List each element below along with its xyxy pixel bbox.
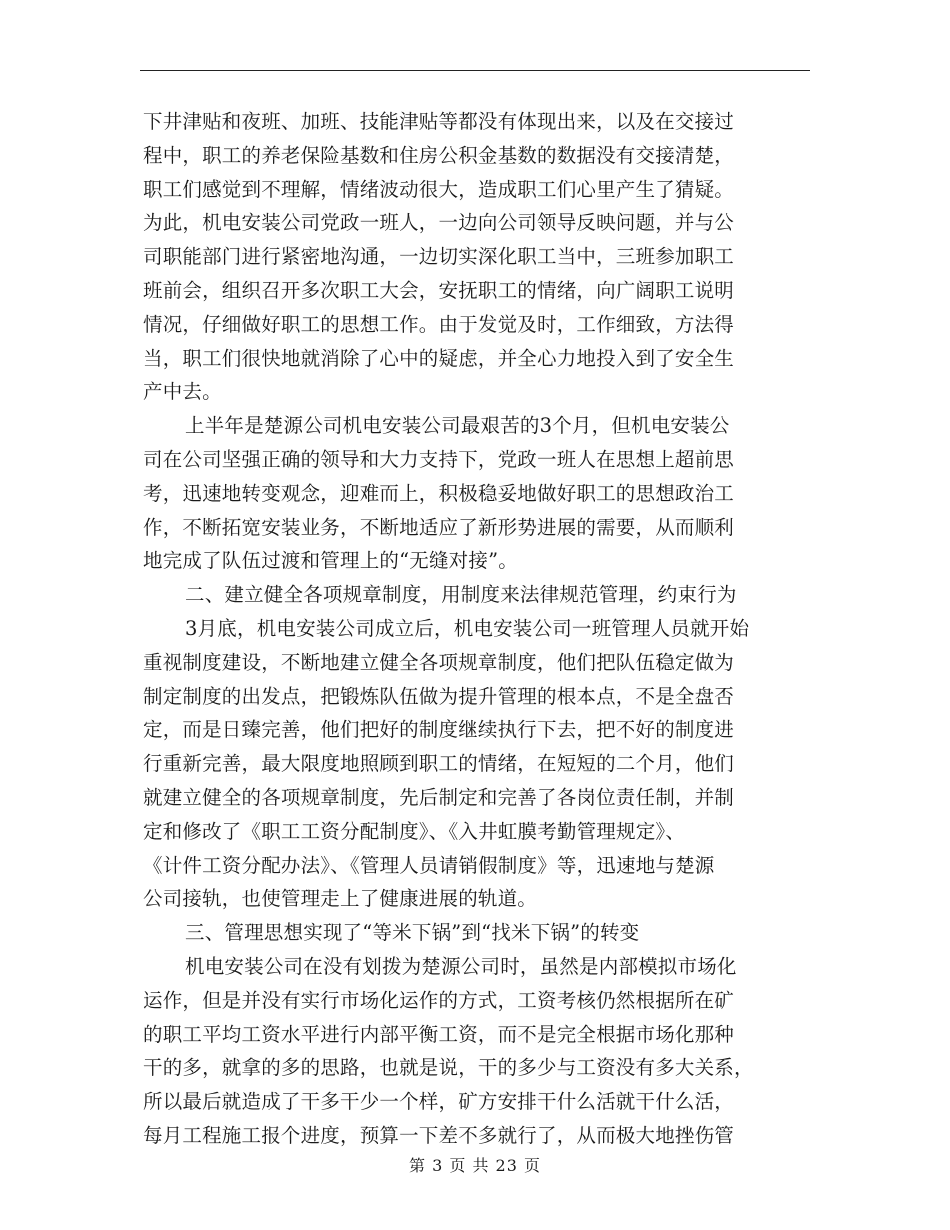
text-line: 下井津贴和夜班、加班、技能津贴等都没有体现出来，以及在交接过 xyxy=(143,110,735,133)
text-line: 情况，仔细做好职工的思想工作。由于发觉及时，工作细致，方法得 xyxy=(143,312,735,336)
text-line: 每月工程施工报个进度，预算一下差不多就行了，从而极大地挫伤管 xyxy=(143,1123,735,1147)
text-line: 干的多，就拿的多的思路，也就是说，干的多少与工资没有多大关系， xyxy=(143,1056,754,1080)
text-line: 公司接轨，也使管理走上了健康进展的轨道。 xyxy=(143,887,538,911)
text-line: 班前会，组织召开多次职工大会，安抚职工的情绪，向广阔职工说明 xyxy=(143,278,735,302)
text-line: 机电安装公司在没有划拨为楚源公司时，虽然是内部模拟市场化 xyxy=(185,954,737,978)
text-line: 司在公司坚强正确的领导和大力支持下，党政一班人在思想上超前思 xyxy=(143,447,735,471)
header-rule xyxy=(140,70,810,71)
text-line: 运作，但是并没有实行市场化运作的方式，工资考核仍然根据所在矿 xyxy=(143,988,735,1012)
text-line: 考，迅速地转变观念，迎难而上，积极稳妥地做好职工的思想政治工 xyxy=(143,481,735,505)
text-line: 司职能部门进行紧密地沟通，一边切实深化职工当中，三班参加职工 xyxy=(143,245,735,269)
text-line: 职工们感觉到不理解，情绪波动很大，造成职工们心里产生了猜疑。 xyxy=(143,177,735,201)
text-line: 三、管理思想实现了“等米下锅”到“找米下锅”的转变 xyxy=(185,921,640,945)
text-line: 当，职工们很快地就消除了心中的疑虑，并全心力地投入到了安全生 xyxy=(143,346,735,370)
text-line: 作，不断拓宽安装业务，不断地适应了新形势进展的需要，从而顺利 xyxy=(143,515,735,539)
text-line: 3月底，机电安装公司成立后，机电安装公司一班管理人员就开始 xyxy=(185,616,750,640)
text-line: 的职工平均工资水平进行内部平衡工资，而不是完全根据市场化那种 xyxy=(143,1022,735,1046)
text-line: 定，而是日臻完善，他们把好的制度继续执行下去，把不好的制度进 xyxy=(143,718,735,742)
text-line: 所以最后就造成了干多干少一个样，矿方安排干什么活就干什么活， xyxy=(143,1090,735,1114)
text-line: 定和修改了《职工工资分配制度》、《入井虹膜考勤管理规定》、 xyxy=(143,819,686,843)
page-footer: 第 3 页 共 23 页 xyxy=(409,1156,541,1175)
text-line: 制定制度的出发点，把锻炼队伍做为提升管理的根本点，不是全盘否 xyxy=(143,684,735,708)
document-body xyxy=(143,105,813,1153)
text-line: 《计件工资分配办法》、《管理人员请销假制度》等，迅速地与楚源 xyxy=(143,853,715,877)
text-line: 上半年是楚源公司机电安装公司最艰苦的3个月，但机电安装公 xyxy=(185,414,730,438)
text-line: 行重新完善，最大限度地照顾到职工的情绪，在短短的二个月，他们 xyxy=(143,752,735,776)
text-line: 程中，职工的养老保险基数和住房公积金基数的数据没有交接清楚， xyxy=(143,143,735,167)
text-line: 重视制度建设，不断地建立健全各项规章制度，他们把队伍稳定做为 xyxy=(143,650,735,674)
text-line: 二、建立健全各项规章制度，用制度来法律规范管理，约束行为 xyxy=(185,583,737,607)
text-line: 产中去。 xyxy=(143,380,222,404)
text-line: 就建立健全的各项规章制度，先后制定和完善了各岗位责任制，并制 xyxy=(143,785,735,809)
text-line: 地完成了队伍过渡和管理上的“无缝对接”。 xyxy=(143,549,518,573)
text-line: 为此，机电安装公司党政一班人，一边向公司领导反映问题，并与公 xyxy=(143,211,735,235)
